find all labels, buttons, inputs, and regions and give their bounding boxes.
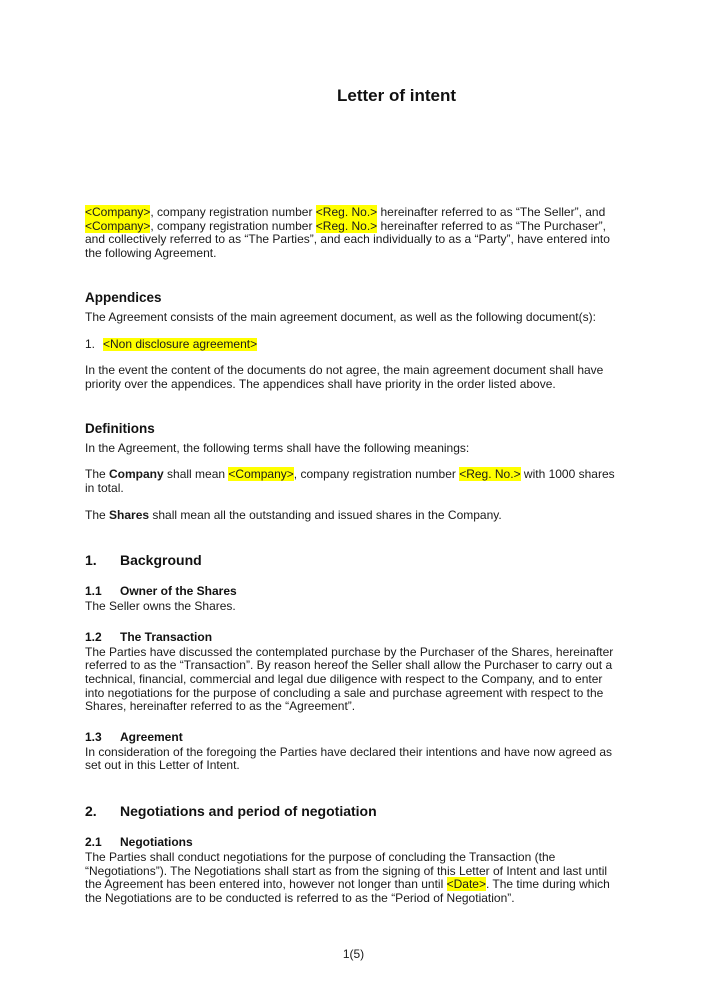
text-run: . The time during which the Negotiations are to be conducted is referred to as the “Period of Negotiation”.: [85, 877, 610, 905]
definition-shares: [85, 509, 622, 523]
text-run: hereinafter referred to as “The Purchaser”, and collectively referred to as “The Parties”, and each individually to as a “Party”, have entered into the following Agreement.: [85, 218, 610, 261]
section-1-3-heading: [85, 731, 622, 745]
section-1-2-heading: [85, 631, 622, 645]
text-run: shall mean all the outstanding and issued shares in the Company.: [149, 507, 502, 522]
heading-text: Agreement: [120, 730, 183, 745]
heading-number: 2.1: [85, 835, 102, 850]
placeholder-highlight: <Non disclosure agreement>: [103, 336, 258, 351]
section-1-1-heading: [85, 585, 622, 599]
heading-text: Negotiations: [120, 835, 193, 850]
heading-number: 1.2: [85, 629, 102, 644]
text-run: The: [85, 467, 110, 482]
section-2-heading: [85, 803, 622, 819]
heading-number: 1.: [85, 552, 97, 569]
placeholder-highlight: <Date>: [446, 877, 486, 892]
placeholder-highlight: <Reg. No.>: [459, 467, 521, 482]
text-run: Shares: [109, 507, 150, 522]
appendix-list-item: [85, 338, 622, 352]
text-run: , company registration number: [150, 205, 316, 219]
appendices-lead: The Agreement consists of the main agreement document, as well as the following document(s):: [85, 309, 596, 324]
section-2-1-body: [85, 851, 622, 906]
page-number: 1(5): [342, 947, 365, 962]
text-run: , company registration number: [150, 218, 316, 233]
placeholder-highlight: <Company>: [228, 467, 294, 482]
placeholder-highlight: <Reg. No.>: [315, 218, 378, 233]
definitions-heading: Definitions: [85, 420, 155, 436]
heading-number: 1.3: [85, 730, 102, 745]
list-item-number: 1.: [85, 336, 96, 351]
heading-text: Owner of the Shares: [120, 584, 237, 599]
section-1-2-body: The Parties have discussed the contemplated purchase by the Purchaser of the Shares, hereinafter referred to as the “Transaction”. By reason hereof the Seller shall allow the Purchaser to carry out a technical, financial, commercial and legal due diligence with respect to the Company, and to enter into negotiations for the purpose of concluding a sale and purchase agreement with respect to the Shares, hereinafter referred to as the “Agreement”.: [85, 644, 614, 714]
text-run: hereinafter referred to as “The Seller”, and: [377, 205, 606, 219]
text-run: shall mean: [163, 467, 229, 482]
text-run: Company: [109, 467, 164, 482]
definitions-lead: In the Agreement, the following terms shall have the following meanings:: [85, 440, 470, 455]
text-run: The Parties shall conduct negotiations for the purpose of concluding the Transaction (the “Negotiations”). The Negotiations shall start as from the signing of this Letter of Intent and last until the Agreement has been entered into, however not longer than until: [85, 849, 608, 892]
placeholder-highlight: <Company>: [85, 218, 151, 233]
appendices-note: In the event the content of the documents do not agree, the main agreement document shall have priority over the appendices. The appendices shall have priority in the order listed above.: [85, 363, 604, 391]
text-run: The: [85, 507, 110, 522]
section-1-heading: [85, 552, 622, 568]
text-run: , company registration number: [293, 467, 460, 482]
heading-text: Negotiations and period of negotiation: [120, 803, 377, 820]
section-1-1-body: The Seller owns the Shares.: [85, 599, 236, 614]
placeholder-highlight: <Reg. No.>: [315, 205, 378, 219]
document-title: Letter of intent: [337, 86, 456, 105]
placeholder-highlight: <Company>: [85, 205, 151, 219]
definition-company: [85, 468, 622, 495]
heading-text: Background: [120, 552, 202, 569]
heading-number: 2.: [85, 803, 97, 820]
section-1-3-body: In consideration of the foregoing the Parties have declared their intentions and have now agreed as set out in this Letter of Intent.: [85, 744, 613, 773]
text-run: with 1000 shares in total.: [85, 467, 615, 496]
section-2-1-heading: [85, 836, 622, 850]
heading-number: 1.1: [85, 584, 102, 599]
appendices-heading: Appendices: [85, 289, 162, 305]
heading-text: The Transaction: [120, 629, 213, 644]
intro-paragraph: [85, 206, 622, 261]
